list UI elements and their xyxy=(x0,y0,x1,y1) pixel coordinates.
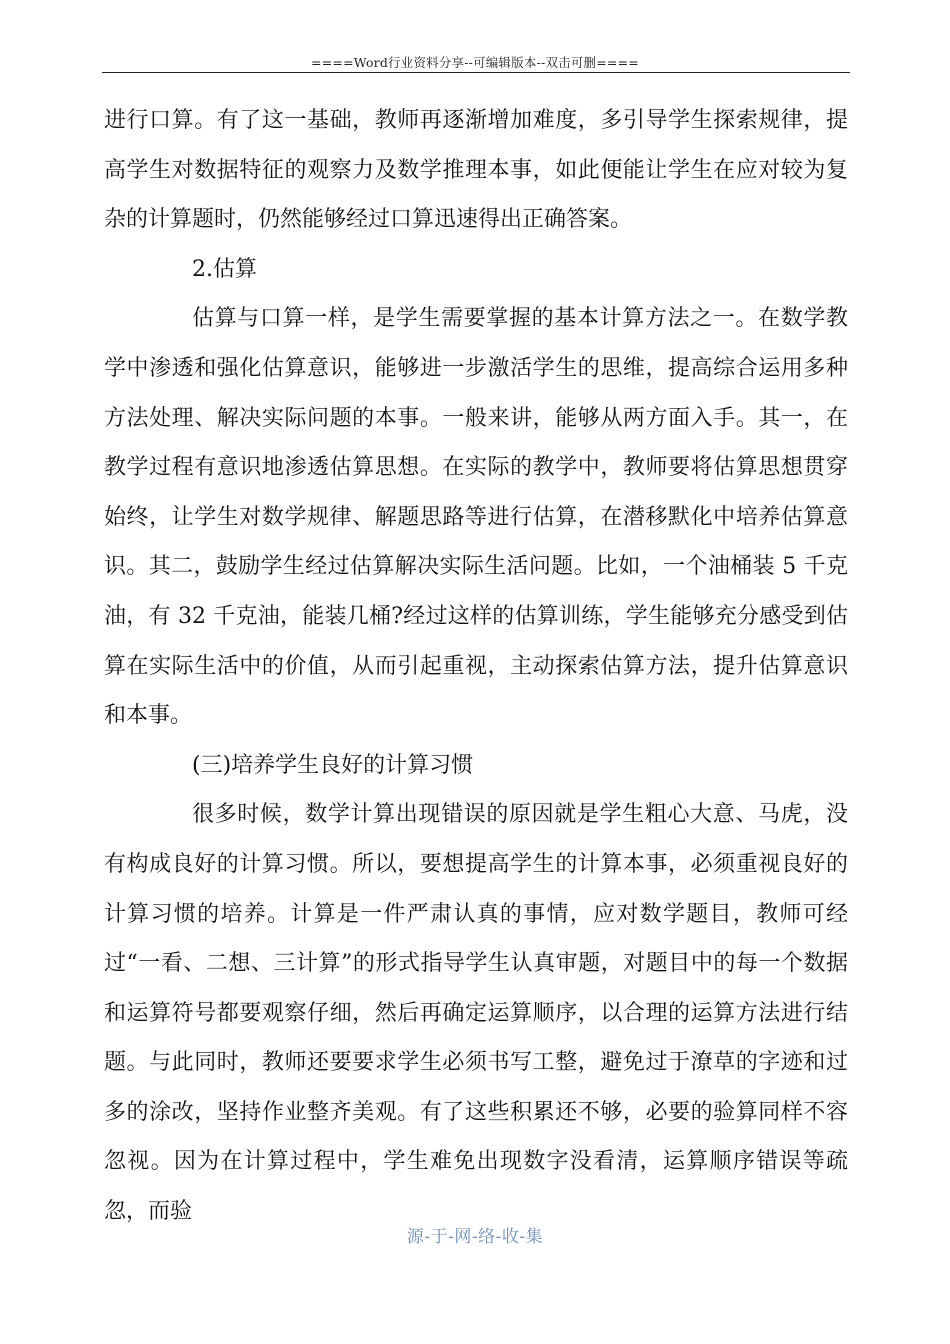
paragraph-estimation: 估算与口算一样，是学生需要掌握的基本计算方法之一。在数学教学中渗透和强化估算意识，能够进一步激活学生的思维，提高综合运用多种方法处理、解决实际问题的本事。一般来讲，能够从两方面入手。其一，在教学过程有意识地渗透估算思想。在实际的教学中，教师要将估算思想贯穿始终，让学生对数学规律、解题思路等进行估算，在潜移默化中培养估算意识。其二，鼓励学生经过估算解决实际生活问题。比如，一个油桶装 5 千克油，有 32 千克油，能装几桶?经过这样的估算训练，学生能够充分感受到估算在实际生活中的价值，从而引起重视，主动探索估算方法，提升估算意识和本事。 xyxy=(104,306,848,729)
paragraph-oral-calc-continued: 进行口算。有了这一基础，教师再逐渐增加难度，多引导学生探索规律，提高学生对数据特征的观察力及数学推理本事，如此便能让学生在应对较为复杂的计算题时，仍然能够经过口算迅速得出正确答案。 xyxy=(104,108,848,233)
page-header: ====Word行业资料分享--可编辑版本--双击可删==== xyxy=(311,55,639,70)
page-footer: 源-于-网-络-收-集 xyxy=(406,1227,544,1247)
section-heading-estimation: 2.估算 xyxy=(192,256,257,282)
section-heading-calc-habits: (三)培养学生良好的计算习惯 xyxy=(192,752,474,778)
document-body xyxy=(104,96,848,1237)
paragraph-calc-habits: 很多时候，数学计算出现错误的原因就是学生粗心大意、马虎，没有构成良好的计算习惯。所以，要想提高学生的计算本事，必须重视良好的计算习惯的培养。计算是一件严肃认真的事情，应对数学题目，教师可经过“一看、二想、三计算”的形式指导学生认真审题，对题目中的每一个数据和运算符号都要观察仔细，然后再确定运算顺序，以合理的运算方法进行结题。与此同时，教师还要要求学生必须书写工整，避免过于潦草的字迹和过多的涂改，坚持作业整齐美观。有了这些积累还不够，必要的验算同样不容忽视。因为在计算过程中，学生难免出现数字没看清，运算顺序错误等疏忽，而验 xyxy=(104,802,848,1225)
header-divider xyxy=(102,72,850,73)
